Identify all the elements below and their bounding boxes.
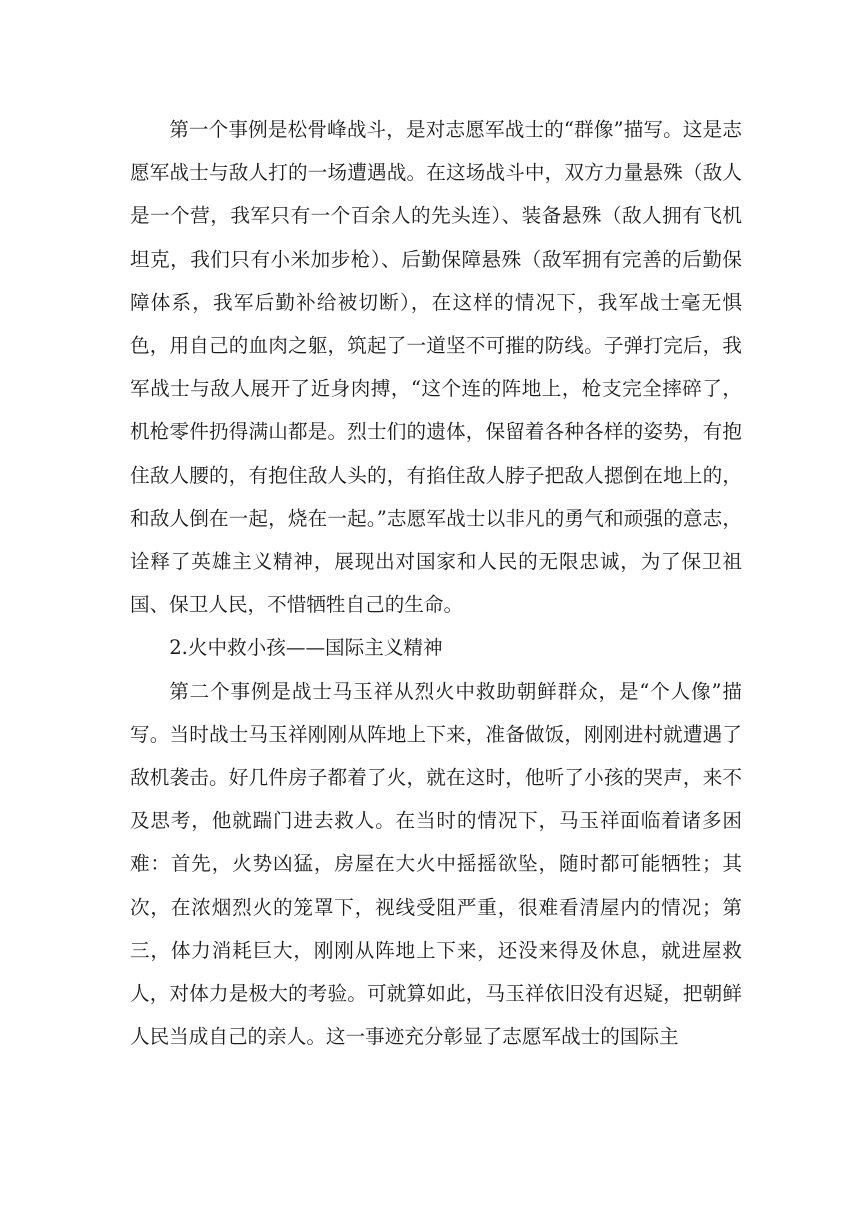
paragraph-ma-yuxiang-rescue: 第二个事例是战士马玉祥从烈火中救助朝鲜群众，是“个人像”描写。当时战士马玉祥刚刚从阵地上下来，准备做饭，刚刚进村就遭遇了敌机袭击。好几件房子都着了火，就在这时，他听了小孩的哭声，来不及思考，他就踹门进去救人。在当时的情况下，马玉祥面临着诸多困难：首先，火势凶猛，房屋在大火中摇摇欲坠，随时都可能牺牲；其次，在浓烟烈火的笼罩下，视线受阻严重，很难看清屋内的情况；第三，体力消耗巨大，刚刚从阵地上下来，还没来得及休息，就进屋救人，对体力是极大的考验。可就算如此，马玉祥依旧没有迟疑，把朝鲜人民当成自己的亲人。这一事迹充分彰显了志愿军战士的国际主 (130, 679, 742, 1049)
paragraph-songgufeng-battle: 第一个事例是松骨峰战斗，是对志愿军战士的“群像”描写。这是志愿军战士与敌人打的一场遭遇战。在这场战斗中，双方力量悬殊（敌人是一个营，我军只有一个百余人的先头连）、装备悬殊（敌人拥有飞机坦克，我们只有小米加步枪）、后勤保障悬殊（敌军拥有完善的后勤保障体系，我军后勤补给被切断），在这样的情况下，我军战士毫无惧色，用自己的血肉之躯，筑起了一道坚不可摧的防线。子弹打完后，我军战士与敌人展开了近身肉搏，“这个连的阵地上，枪支完全摔碎了，机枪零件扔得满山都是。烈士们的遗体，保留着各种各样的姿势，有抱住敌人腰的，有抱住敌人头的，有掐住敌人脖子把敌人摁倒在地上的，和敌人倒在一起，烧在一起。”志愿军战士以非凡的勇气和顽强的意志，诠释了英雄主义精神，展现出对国家和人民的无限忠诚，为了保卫祖国、保卫人民，不惜牺牲自己的生命。 (130, 118, 742, 617)
document-body (130, 108, 742, 1058)
section-heading-internationalism: 2.火中救小孩——国际主义精神 (169, 636, 443, 660)
